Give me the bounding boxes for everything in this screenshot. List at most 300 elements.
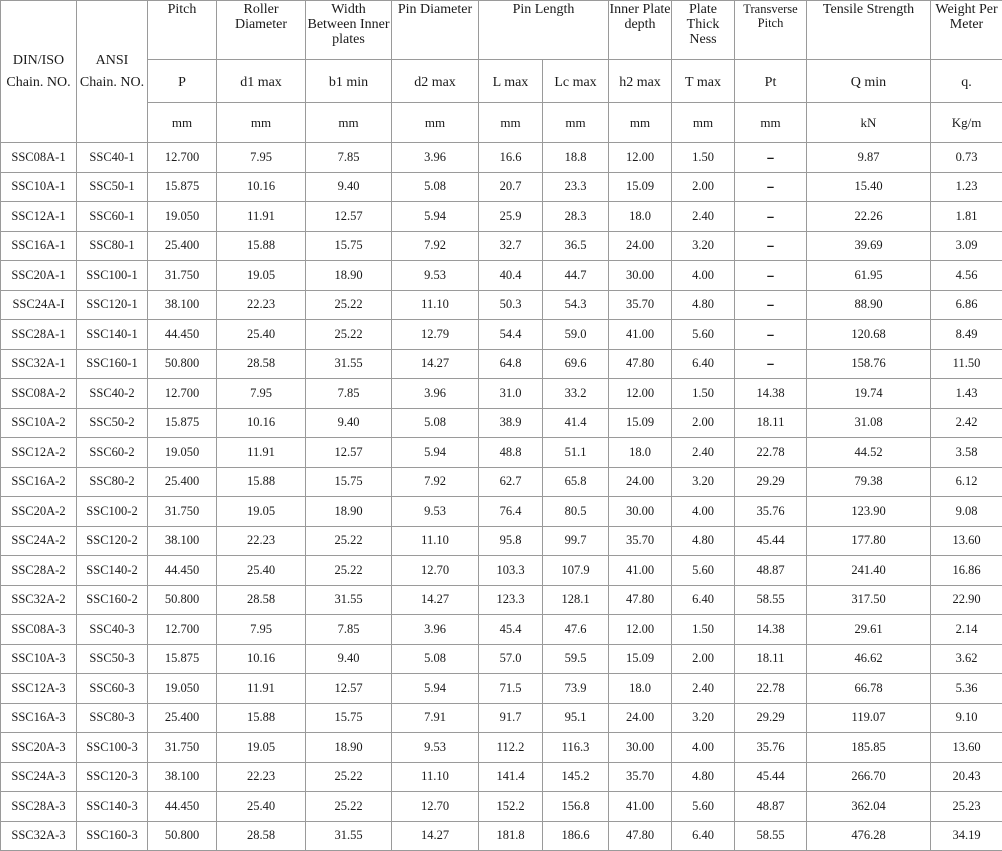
table-row [1, 261, 1002, 291]
cell-ansi-no: SSC50-3 [77, 644, 148, 674]
cell-plate-thickness: 2.00 [672, 172, 735, 202]
cell-width-between: 12.57 [306, 202, 392, 232]
cell-plate-thickness: 1.50 [672, 379, 735, 409]
cell-din-no: SSC28A-3 [1, 792, 77, 822]
symbol-pin-diameter: d2 max [392, 60, 479, 103]
cell-roller-diameter: 10.16 [217, 408, 306, 438]
cell-plate-thickness: 6.40 [672, 821, 735, 851]
cell-ansi-no: SSC40-3 [77, 615, 148, 645]
cell-weight-per-meter: 8.49 [931, 320, 1002, 350]
cell-pin-diameter: 12.79 [392, 320, 479, 350]
cell-ansi-no: SSC50-1 [77, 172, 148, 202]
cell-plate-depth: 15.09 [609, 644, 672, 674]
unit-width: mm [306, 103, 392, 143]
cell-pin-length-l: 57.0 [479, 644, 543, 674]
cell-weight-per-meter: 9.08 [931, 497, 1002, 527]
cell-width-between: 7.85 [306, 615, 392, 645]
table-row [1, 172, 1002, 202]
cell-din-no: SSC32A-2 [1, 585, 77, 615]
cell-pin-length-l: 48.8 [479, 438, 543, 468]
cell-plate-thickness: 2.40 [672, 438, 735, 468]
cell-pitch: 50.800 [148, 349, 217, 379]
cell-pitch: 12.700 [148, 615, 217, 645]
cell-tensile-strength: 177.80 [807, 526, 931, 556]
cell-weight-per-meter: 1.81 [931, 202, 1002, 232]
cell-din-no: SSC24A-3 [1, 762, 77, 792]
cell-pitch: 15.875 [148, 408, 217, 438]
cell-ansi-no: SSC100-2 [77, 497, 148, 527]
cell-pin-diameter: 3.96 [392, 379, 479, 409]
cell-plate-depth: 30.00 [609, 497, 672, 527]
cell-weight-per-meter: 2.42 [931, 408, 1002, 438]
header-din-iso: DIN/ISO Chain. NO. [1, 1, 77, 143]
cell-pin-length-lc: 47.6 [543, 615, 609, 645]
cell-weight-per-meter: 13.60 [931, 733, 1002, 763]
cell-plate-thickness: 1.50 [672, 143, 735, 173]
table-row [1, 497, 1002, 527]
cell-tensile-strength: 123.90 [807, 497, 931, 527]
symbol-pin-length-l: L max [479, 60, 543, 103]
cell-pitch: 19.050 [148, 202, 217, 232]
cell-din-no: SSC12A-3 [1, 674, 77, 704]
cell-pin-length-lc: 80.5 [543, 497, 609, 527]
cell-ansi-no: SSC60-3 [77, 674, 148, 704]
cell-plate-depth: 24.00 [609, 703, 672, 733]
cell-pin-diameter: 9.53 [392, 733, 479, 763]
cell-plate-depth: 41.00 [609, 792, 672, 822]
cell-transverse-pitch: 22.78 [735, 438, 807, 468]
cell-plate-depth: 47.80 [609, 585, 672, 615]
cell-weight-per-meter: 6.86 [931, 290, 1002, 320]
cell-plate-thickness: 1.50 [672, 615, 735, 645]
cell-transverse-pitch: 18.11 [735, 644, 807, 674]
header-tensile-strength: Tensile Strength [807, 1, 931, 60]
header-pin-length: Pin Length [479, 1, 609, 60]
symbol-plate-depth: h2 max [609, 60, 672, 103]
cell-pin-length-lc: 33.2 [543, 379, 609, 409]
cell-tensile-strength: 476.28 [807, 821, 931, 851]
cell-width-between: 7.85 [306, 143, 392, 173]
cell-pin-diameter: 12.70 [392, 792, 479, 822]
cell-plate-thickness: 2.00 [672, 644, 735, 674]
cell-plate-thickness: 4.00 [672, 497, 735, 527]
cell-weight-per-meter: 2.14 [931, 615, 1002, 645]
cell-plate-thickness: 6.40 [672, 349, 735, 379]
cell-plate-thickness: 4.80 [672, 290, 735, 320]
cell-weight-per-meter: 9.10 [931, 703, 1002, 733]
cell-roller-diameter: 19.05 [217, 261, 306, 291]
cell-roller-diameter: 7.95 [217, 379, 306, 409]
cell-roller-diameter: 7.95 [217, 143, 306, 173]
cell-tensile-strength: 61.95 [807, 261, 931, 291]
cell-weight-per-meter: 6.12 [931, 467, 1002, 497]
cell-pin-diameter: 7.92 [392, 467, 479, 497]
cell-tensile-strength: 22.26 [807, 202, 931, 232]
cell-tensile-strength: 158.76 [807, 349, 931, 379]
unit-pin-length-lc: mm [543, 103, 609, 143]
cell-pin-diameter: 5.08 [392, 408, 479, 438]
cell-width-between: 31.55 [306, 349, 392, 379]
cell-width-between: 25.22 [306, 792, 392, 822]
cell-plate-depth: 41.00 [609, 320, 672, 350]
cell-din-no: SSC32A-3 [1, 821, 77, 851]
table-row [1, 290, 1002, 320]
cell-tensile-strength: 9.87 [807, 143, 931, 173]
cell-weight-per-meter: 34.19 [931, 821, 1002, 851]
cell-pin-diameter: 11.10 [392, 526, 479, 556]
table-row [1, 733, 1002, 763]
cell-pitch: 31.750 [148, 261, 217, 291]
header-inner-plate-depth: Inner Plate depth [609, 1, 672, 60]
cell-din-no: SSC28A-1 [1, 320, 77, 350]
cell-pitch: 38.100 [148, 290, 217, 320]
cell-tensile-strength: 46.62 [807, 644, 931, 674]
cell-pin-length-l: 38.9 [479, 408, 543, 438]
cell-pin-length-lc: 51.1 [543, 438, 609, 468]
header-transverse-pitch: Transverse Pitch [735, 1, 807, 60]
cell-plate-depth: 35.70 [609, 762, 672, 792]
cell-pin-diameter: 7.92 [392, 231, 479, 261]
table-row [1, 821, 1002, 851]
cell-width-between: 15.75 [306, 703, 392, 733]
cell-din-no: SSC16A-1 [1, 231, 77, 261]
unit-plate-thickness: mm [672, 103, 735, 143]
cell-roller-diameter: 15.88 [217, 703, 306, 733]
cell-tensile-strength: 120.68 [807, 320, 931, 350]
cell-tensile-strength: 79.38 [807, 467, 931, 497]
cell-ansi-no: SSC80-2 [77, 467, 148, 497]
cell-din-no: SSC24A-I [1, 290, 77, 320]
cell-transverse-pitch: 35.76 [735, 733, 807, 763]
cell-transverse-pitch: 58.55 [735, 585, 807, 615]
cell-transverse-pitch: – [735, 290, 807, 320]
cell-pin-length-l: 40.4 [479, 261, 543, 291]
cell-pin-length-l: 25.9 [479, 202, 543, 232]
cell-pin-length-l: 76.4 [479, 497, 543, 527]
cell-pin-diameter: 9.53 [392, 261, 479, 291]
cell-pin-length-lc: 65.8 [543, 467, 609, 497]
cell-width-between: 15.75 [306, 467, 392, 497]
cell-pin-length-lc: 95.1 [543, 703, 609, 733]
cell-transverse-pitch: 18.11 [735, 408, 807, 438]
cell-pin-diameter: 14.27 [392, 821, 479, 851]
cell-pin-length-l: 20.7 [479, 172, 543, 202]
cell-pin-length-lc: 41.4 [543, 408, 609, 438]
table-row [1, 585, 1002, 615]
cell-roller-diameter: 22.23 [217, 526, 306, 556]
cell-plate-thickness: 4.80 [672, 526, 735, 556]
cell-pin-diameter: 11.10 [392, 290, 479, 320]
cell-tensile-strength: 241.40 [807, 556, 931, 586]
cell-pitch: 25.400 [148, 231, 217, 261]
cell-transverse-pitch: 48.87 [735, 792, 807, 822]
cell-pin-length-lc: 36.5 [543, 231, 609, 261]
cell-pin-diameter: 11.10 [392, 762, 479, 792]
cell-plate-depth: 15.09 [609, 408, 672, 438]
cell-weight-per-meter: 16.86 [931, 556, 1002, 586]
cell-transverse-pitch: – [735, 349, 807, 379]
cell-tensile-strength: 266.70 [807, 762, 931, 792]
cell-plate-depth: 35.70 [609, 290, 672, 320]
cell-pin-length-l: 16.6 [479, 143, 543, 173]
cell-pin-length-l: 112.2 [479, 733, 543, 763]
cell-width-between: 9.40 [306, 172, 392, 202]
cell-width-between: 25.22 [306, 320, 392, 350]
cell-transverse-pitch: 22.78 [735, 674, 807, 704]
cell-pitch: 25.400 [148, 467, 217, 497]
cell-roller-diameter: 28.58 [217, 349, 306, 379]
cell-tensile-strength: 29.61 [807, 615, 931, 645]
table-row [1, 438, 1002, 468]
unit-roller: mm [217, 103, 306, 143]
unit-transverse: mm [735, 103, 807, 143]
cell-ansi-no: SSC80-3 [77, 703, 148, 733]
cell-tensile-strength: 185.85 [807, 733, 931, 763]
cell-weight-per-meter: 3.62 [931, 644, 1002, 674]
cell-pin-length-l: 32.7 [479, 231, 543, 261]
table-row [1, 379, 1002, 409]
table-row [1, 526, 1002, 556]
header-weight-per-meter: Weight Per Meter [931, 1, 1002, 60]
unit-weight: Kg/m [931, 103, 1002, 143]
cell-plate-thickness: 3.20 [672, 703, 735, 733]
cell-din-no: SSC20A-3 [1, 733, 77, 763]
cell-weight-per-meter: 20.43 [931, 762, 1002, 792]
cell-pin-length-lc: 44.7 [543, 261, 609, 291]
cell-pitch: 44.450 [148, 792, 217, 822]
cell-pin-diameter: 14.27 [392, 349, 479, 379]
cell-plate-thickness: 3.20 [672, 231, 735, 261]
cell-ansi-no: SSC40-2 [77, 379, 148, 409]
table-row [1, 762, 1002, 792]
cell-transverse-pitch: 45.44 [735, 526, 807, 556]
cell-transverse-pitch: 14.38 [735, 615, 807, 645]
cell-plate-thickness: 2.40 [672, 674, 735, 704]
cell-tensile-strength: 44.52 [807, 438, 931, 468]
table-row [1, 467, 1002, 497]
cell-pin-length-l: 141.4 [479, 762, 543, 792]
cell-ansi-no: SSC140-3 [77, 792, 148, 822]
cell-transverse-pitch: 48.87 [735, 556, 807, 586]
table-row [1, 320, 1002, 350]
cell-weight-per-meter: 5.36 [931, 674, 1002, 704]
cell-plate-thickness: 5.60 [672, 320, 735, 350]
cell-roller-diameter: 15.88 [217, 467, 306, 497]
cell-plate-depth: 30.00 [609, 733, 672, 763]
cell-roller-diameter: 11.91 [217, 202, 306, 232]
cell-width-between: 31.55 [306, 821, 392, 851]
cell-plate-depth: 35.70 [609, 526, 672, 556]
cell-plate-depth: 24.00 [609, 467, 672, 497]
cell-pin-length-l: 62.7 [479, 467, 543, 497]
cell-pin-length-lc: 156.8 [543, 792, 609, 822]
cell-transverse-pitch: – [735, 202, 807, 232]
cell-roller-diameter: 10.16 [217, 172, 306, 202]
cell-din-no: SSC08A-3 [1, 615, 77, 645]
cell-ansi-no: SSC120-3 [77, 762, 148, 792]
cell-pin-length-l: 91.7 [479, 703, 543, 733]
cell-width-between: 18.90 [306, 733, 392, 763]
cell-pin-length-l: 50.3 [479, 290, 543, 320]
cell-width-between: 9.40 [306, 644, 392, 674]
cell-pin-diameter: 7.91 [392, 703, 479, 733]
cell-plate-thickness: 4.80 [672, 762, 735, 792]
cell-pin-length-l: 152.2 [479, 792, 543, 822]
cell-width-between: 18.90 [306, 497, 392, 527]
cell-roller-diameter: 22.23 [217, 290, 306, 320]
cell-din-no: SSC10A-3 [1, 644, 77, 674]
cell-tensile-strength: 31.08 [807, 408, 931, 438]
cell-pin-diameter: 3.96 [392, 615, 479, 645]
cell-roller-diameter: 15.88 [217, 231, 306, 261]
cell-pin-diameter: 5.94 [392, 438, 479, 468]
cell-pin-length-lc: 99.7 [543, 526, 609, 556]
table-row [1, 792, 1002, 822]
unit-plate-depth: mm [609, 103, 672, 143]
cell-ansi-no: SSC160-1 [77, 349, 148, 379]
cell-pitch: 19.050 [148, 674, 217, 704]
cell-pin-length-l: 95.8 [479, 526, 543, 556]
cell-tensile-strength: 19.74 [807, 379, 931, 409]
cell-roller-diameter: 19.05 [217, 497, 306, 527]
cell-width-between: 25.22 [306, 556, 392, 586]
cell-width-between: 18.90 [306, 261, 392, 291]
cell-transverse-pitch: – [735, 261, 807, 291]
header-ansi: ANSI Chain. NO. [77, 1, 148, 143]
symbol-plate-thickness: T max [672, 60, 735, 103]
cell-pin-diameter: 5.94 [392, 674, 479, 704]
cell-tensile-strength: 119.07 [807, 703, 931, 733]
cell-ansi-no: SSC160-3 [77, 821, 148, 851]
cell-tensile-strength: 317.50 [807, 585, 931, 615]
cell-weight-per-meter: 25.23 [931, 792, 1002, 822]
cell-pitch: 15.875 [148, 644, 217, 674]
cell-din-no: SSC08A-1 [1, 143, 77, 173]
cell-pin-diameter: 9.53 [392, 497, 479, 527]
cell-din-no: SSC10A-1 [1, 172, 77, 202]
cell-plate-depth: 18.0 [609, 674, 672, 704]
cell-pin-length-lc: 28.3 [543, 202, 609, 232]
unit-pitch: mm [148, 103, 217, 143]
cell-width-between: 31.55 [306, 585, 392, 615]
table-body [1, 143, 1002, 851]
cell-roller-diameter: 7.95 [217, 615, 306, 645]
unit-tensile: kN [807, 103, 931, 143]
cell-weight-per-meter: 1.43 [931, 379, 1002, 409]
cell-pin-diameter: 5.08 [392, 644, 479, 674]
cell-pin-length-lc: 54.3 [543, 290, 609, 320]
cell-roller-diameter: 19.05 [217, 733, 306, 763]
cell-pin-length-l: 103.3 [479, 556, 543, 586]
cell-pitch: 50.800 [148, 821, 217, 851]
cell-roller-diameter: 25.40 [217, 320, 306, 350]
cell-weight-per-meter: 0.73 [931, 143, 1002, 173]
cell-plate-depth: 18.0 [609, 438, 672, 468]
cell-pitch: 38.100 [148, 526, 217, 556]
cell-roller-diameter: 28.58 [217, 585, 306, 615]
cell-pin-length-lc: 186.6 [543, 821, 609, 851]
cell-ansi-no: SSC160-2 [77, 585, 148, 615]
cell-plate-depth: 12.00 [609, 143, 672, 173]
cell-pin-length-l: 71.5 [479, 674, 543, 704]
cell-transverse-pitch: 29.29 [735, 703, 807, 733]
cell-pin-length-l: 64.8 [479, 349, 543, 379]
cell-plate-depth: 15.09 [609, 172, 672, 202]
cell-plate-thickness: 6.40 [672, 585, 735, 615]
cell-tensile-strength: 66.78 [807, 674, 931, 704]
cell-plate-thickness: 5.60 [672, 792, 735, 822]
cell-pitch: 25.400 [148, 703, 217, 733]
table-row [1, 231, 1002, 261]
cell-ansi-no: SSC100-3 [77, 733, 148, 763]
header-pitch: Pitch [148, 1, 217, 60]
cell-ansi-no: SSC50-2 [77, 408, 148, 438]
cell-ansi-no: SSC140-1 [77, 320, 148, 350]
header-pin-diameter: Pin Diameter [392, 1, 479, 60]
cell-tensile-strength: 88.90 [807, 290, 931, 320]
cell-width-between: 9.40 [306, 408, 392, 438]
cell-din-no: SSC28A-2 [1, 556, 77, 586]
unit-pin-length-l: mm [479, 103, 543, 143]
cell-plate-depth: 12.00 [609, 615, 672, 645]
cell-pin-length-lc: 73.9 [543, 674, 609, 704]
table-row [1, 408, 1002, 438]
cell-plate-thickness: 5.60 [672, 556, 735, 586]
cell-plate-thickness: 4.00 [672, 733, 735, 763]
cell-pin-length-l: 45.4 [479, 615, 543, 645]
cell-roller-diameter: 25.40 [217, 792, 306, 822]
cell-plate-thickness: 4.00 [672, 261, 735, 291]
cell-plate-depth: 41.00 [609, 556, 672, 586]
cell-ansi-no: SSC140-2 [77, 556, 148, 586]
cell-weight-per-meter: 3.09 [931, 231, 1002, 261]
cell-transverse-pitch: – [735, 320, 807, 350]
cell-ansi-no: SSC60-1 [77, 202, 148, 232]
cell-plate-thickness: 2.40 [672, 202, 735, 232]
header-width-between-plates: Width Between Inner plates [306, 1, 392, 60]
cell-pitch: 12.700 [148, 379, 217, 409]
cell-roller-diameter: 28.58 [217, 821, 306, 851]
symbol-transverse: Pt [735, 60, 807, 103]
table-row [1, 143, 1002, 173]
cell-plate-depth: 47.80 [609, 349, 672, 379]
cell-pitch: 15.875 [148, 172, 217, 202]
symbol-width: b1 min [306, 60, 392, 103]
unit-pin-diameter: mm [392, 103, 479, 143]
cell-din-no: SSC20A-1 [1, 261, 77, 291]
cell-weight-per-meter: 11.50 [931, 349, 1002, 379]
cell-weight-per-meter: 13.60 [931, 526, 1002, 556]
cell-ansi-no: SSC40-1 [77, 143, 148, 173]
cell-ansi-no: SSC120-2 [77, 526, 148, 556]
cell-width-between: 7.85 [306, 379, 392, 409]
cell-plate-depth: 12.00 [609, 379, 672, 409]
header-plate-thickness: Plate Thick Ness [672, 1, 735, 60]
cell-weight-per-meter: 3.58 [931, 438, 1002, 468]
cell-pin-length-lc: 116.3 [543, 733, 609, 763]
table-row [1, 674, 1002, 704]
cell-weight-per-meter: 22.90 [931, 585, 1002, 615]
cell-transverse-pitch: 29.29 [735, 467, 807, 497]
cell-pin-diameter: 5.94 [392, 202, 479, 232]
cell-transverse-pitch: – [735, 231, 807, 261]
cell-pin-diameter: 3.96 [392, 143, 479, 173]
cell-plate-depth: 30.00 [609, 261, 672, 291]
symbol-roller: d1 max [217, 60, 306, 103]
table-row [1, 703, 1002, 733]
symbol-pin-length-lc: Lc max [543, 60, 609, 103]
cell-din-no: SSC08A-2 [1, 379, 77, 409]
